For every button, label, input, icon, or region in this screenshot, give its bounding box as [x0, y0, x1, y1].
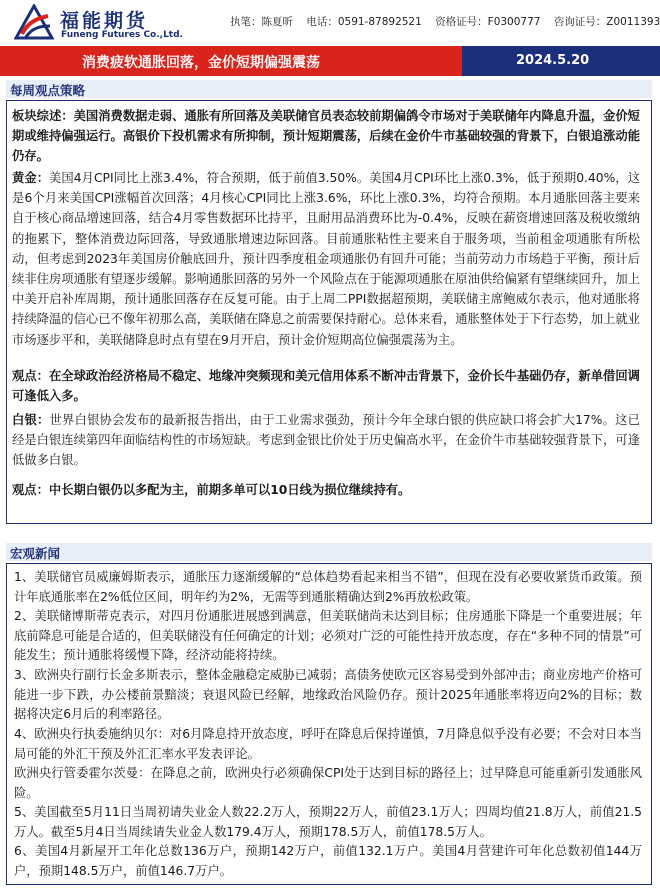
summary-label: 板块综述：	[12, 109, 74, 123]
news-item: 4、欧洲央行执委施纳贝尔：对6月降息持开放态度，呼吁在降息后保持谨慎，7月降息似乎没有必要；不会对日本当局可能的外汇干预及外汇汇率水平发表评论。	[14, 727, 642, 761]
silver-text: 世界白银协会发布的最新报告指出，由于工业需求强劲，预计今年全球白银的供应缺口将会扩大17%。这已经是白银连续第四年面临结构性的市场短缺。考虑到金银比价处于历史偏高水平，在金价牛市基础较强背景下，可逢低做多白银。	[12, 413, 640, 468]
gold-label: 黄金：	[12, 171, 50, 185]
gold-view-text: 在全球政治经济格局不稳定、地缘冲突频现和美元信用体系不断冲击背景下，金价长牛基础仍存，新单借回调可逢低入多。	[12, 369, 640, 404]
author-contact	[230, 14, 660, 29]
report-date: 2024.5.20	[516, 53, 590, 68]
gold-view	[12, 366, 640, 406]
silver-view-label: 观点：	[12, 483, 49, 497]
silver-view	[12, 480, 640, 500]
phone-number: 电话：0591-87892521	[306, 16, 422, 28]
sector-summary	[12, 106, 640, 167]
title-banner	[0, 46, 660, 76]
analyst-name: 执笔：陈夏昕	[230, 16, 293, 28]
gold-text: 美国4月CPI同比上涨3.4%，符合预期，低于前值3.50%。美国4月CPI环比上涨0.3%，低于预期0.40%，这是6个月来美国CPI涨幅首次回落；4月核心CPI同比上涨3.6%，环比上涨0.3%，均符合预期。本月通胀回落主要来自于核心商品增速回落，结合4月零售数据环比持平，且耐用品消费环比为-0.4%，反映在薪资增速回落及税收缴纳的拖累下，整体消费边际回落，导致通胀增速边际回落。目前通胀粘性主要来自于服务项，当前租金项通胀有所松动，但考虑到2023年美国房价触底回升，预计四季度租金项通胀仍有回升可能；当前劳动力市场趋于平衡，预计后续非住房项通胀有望逐步缓解。影响通胀回落的另外一个风险点在于能源项通胀在原油供给偏紧有望继续回升，加上中美开启补库周期，预计通胀回落存在反复可能。由于上周二PPI数据超预期，美联储主席鲍威尔表示，他对通胀将持续降温的信心已不像年初那么高，美联储在降息之前需要保持耐心。总体来看，通胀整体处于下行态势，加上就业市场逐步平和，美联储降息时点有望在9月开启，预计金价短期高位偏强震荡为主。	[12, 171, 640, 347]
qualification-number: 资格证号：F0300777	[435, 16, 541, 28]
gold-view-label: 观点：	[12, 369, 49, 383]
silver-label: 白银：	[12, 413, 50, 427]
report-title: 消费疲软通胀回落，金价短期偏强震荡	[82, 55, 320, 71]
news-item: 5、美国截至5月11日当周初请失业金人数22.2万人，预期22万人，前值23.1万人；四周均值21.8万人，前值21.5万人。截至5月4日当周续请失业金人数179.4万人，预期178.5万人，前值178.5万人。	[14, 805, 642, 839]
news-item: 6、美国4月新屋开工年化总数136万户，预期142万户，前值132.1万户。美国4月营建许可年化总数初值144万户，预期148.5万户，前值146.7万户。	[14, 844, 642, 878]
page-header	[0, 0, 660, 46]
news-item: 2、美联储博斯蒂克表示，对四月份通胀进展感到满意，但美联储尚未达到目标；住房通胀下降是一个重要进展；年底前降息可能是合适的，但美联储没有任何确定的计划；必须对广泛的可能性持开放态度，存在“多种不同的情景”可能发生；预计通胀将缓慢下降，经济动能将持续。	[14, 609, 642, 663]
silver-analysis	[12, 410, 640, 471]
news-item: 3、欧洲央行副行长金多斯表示，整体金融稳定威胁已减弱；高债务使欧元区容易受到外部冲击；商业房地产价格可能进一步下跌，办公楼前景黯淡；衰退风险已经解，地缘政治风险仍存。预计2025年通胀率将迈向2%的目标；数据将决定6月后的利率路径。	[14, 668, 642, 722]
silver-view-text: 中长期白银仍以多配为主，前期多单可以10日线为损位继续持有。	[48, 483, 411, 497]
news-item: 1、美联储官员威廉姆斯表示，通胀压力逐渐缓解的“总体趋势看起来相当不错”，但现在没有必要收紧货币政策。预计年底通胀率在2%低位区间，明年约为2%，无需等到通胀精确达到2%再放松政策。	[14, 570, 642, 604]
consulting-cert-number: 咨询证号：Z0011393	[553, 16, 660, 28]
company-name-cn: 福能期货	[60, 10, 149, 32]
summary-text: 美国消费数据走弱、通胀有所回落及美联储官员表态较前期偏鸽令市场对于美联储年内降息升温，金价短期或维持偏强运行。高银价下投机需求有所抑制，预计短期震荡，后续在金价牛市基础较强的背景下，白银追涨动能仍存。	[12, 109, 640, 164]
funeng-logo-icon	[14, 4, 54, 40]
company-name-en: Funeng Futures Co.,Ltd.	[61, 30, 183, 40]
macro-news-heading: 宏观新闻	[6, 543, 652, 561]
gold-analysis	[12, 168, 640, 350]
weekly-strategy-heading: 每周观点策略	[6, 80, 652, 98]
news-item: 欧洲央行管委霍尔茨曼：在降息之前，欧洲央行必须确保CPI处于达到目标的路径上；过早降息可能重新引发通胀风险。	[14, 766, 642, 800]
